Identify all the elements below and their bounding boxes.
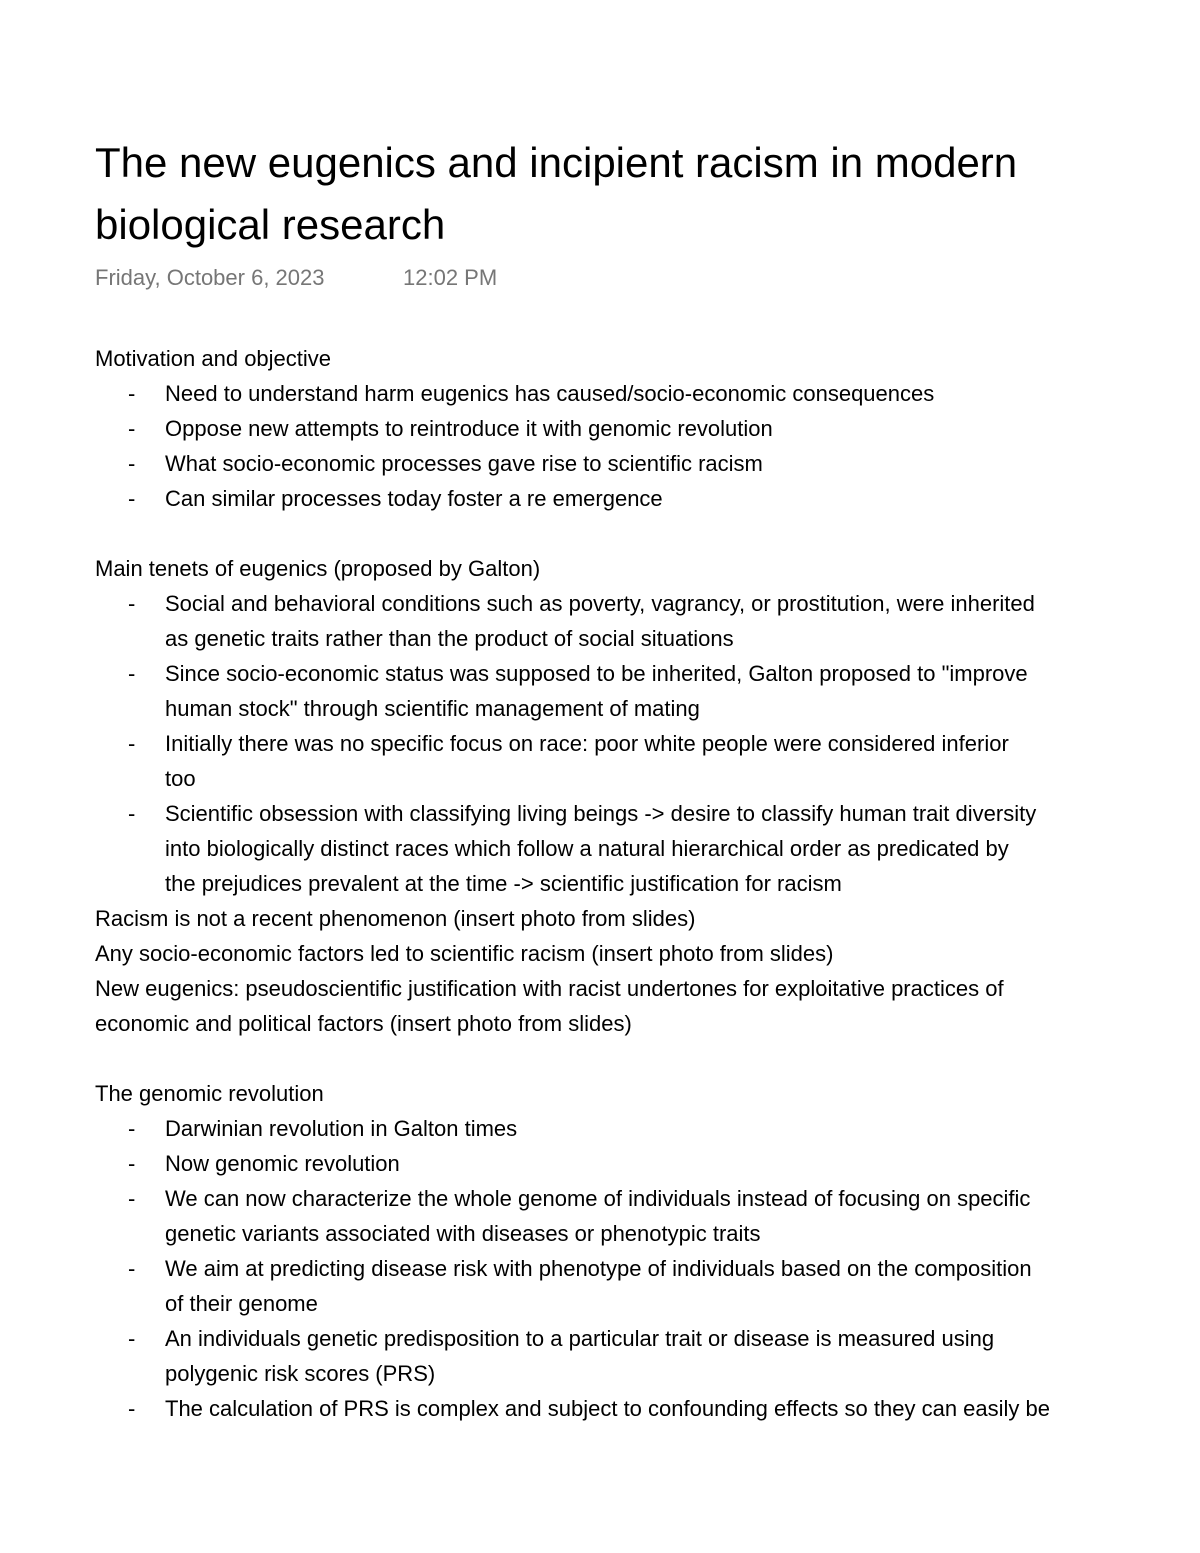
list-item-text: genetic variants associated with diseases or phenotypic traits: [165, 1221, 761, 1246]
list-item: [95, 726, 1200, 796]
bullet-dash: -: [128, 486, 136, 511]
bullet-dash: -: [128, 1256, 136, 1281]
list-item-text: too: [165, 766, 196, 791]
list-item: [95, 656, 1200, 726]
list-item-text: polygenic risk scores (PRS): [165, 1361, 436, 1386]
bullet-dash: -: [128, 801, 136, 826]
note-line: New eugenics: pseudoscientific justification with racist undertones for exploitative practices of: [95, 976, 1004, 1001]
list-item-text: Darwinian revolution in Galton times: [165, 1116, 518, 1141]
list-item: [95, 796, 1200, 901]
list-item-text: of their genome: [165, 1291, 318, 1316]
list-item-text: Initially there was no specific focus on race: poor white people were considered inferior: [165, 731, 1009, 756]
note-date: Friday, October 6, 2023: [95, 265, 325, 290]
list-item-text: We can now characterize the whole genome of individuals instead of focusing on specific: [165, 1186, 1031, 1211]
note-line: Any socio-economic factors led to scientific racism (insert photo from slides): [95, 941, 834, 966]
note-timestamp: [95, 263, 498, 293]
note-line: economic and political factors (insert photo from slides): [95, 1011, 632, 1036]
list-item-text: the prejudices prevalent at the time -> scientific justification for racism: [165, 871, 842, 896]
section-heading-tenets: Main tenets of eugenics (proposed by Galton): [95, 556, 541, 581]
list-item: [95, 1146, 1200, 1181]
bullet-dash: -: [128, 1326, 136, 1351]
blank-line: [95, 1041, 1200, 1076]
list-item-text: Need to understand harm eugenics has caused/socio-economic consequences: [165, 381, 935, 406]
page-title: [95, 132, 1175, 256]
list-item-text: Now genomic revolution: [165, 1151, 400, 1176]
bullet-dash: -: [128, 416, 136, 441]
bullet-dash: -: [128, 381, 136, 406]
list-item: [95, 481, 1200, 516]
list-item-text: Oppose new attempts to reintroduce it with genomic revolution: [165, 416, 773, 441]
title-line: The new eugenics and incipient racism in modern: [95, 139, 1018, 186]
bullet-dash: -: [128, 1151, 136, 1176]
list-item: [95, 586, 1200, 656]
bullet-dash: -: [128, 591, 136, 616]
list-item: [95, 411, 1200, 446]
list-item: [95, 446, 1200, 481]
list-item-text: Scientific obsession with classifying living beings -> desire to classify human trait diversity: [165, 801, 1037, 826]
list-item: [95, 1321, 1200, 1391]
bullet-dash: -: [128, 661, 136, 686]
motivation-list: [95, 376, 1200, 516]
list-item: [95, 1391, 1200, 1426]
list-item-text: What socio-economic processes gave rise to scientific racism: [165, 451, 763, 476]
bullet-dash: -: [128, 1186, 136, 1211]
list-item-text: Social and behavioral conditions such as poverty, vagrancy, or prostitution, were inherited: [165, 591, 1035, 616]
genomic-list: [95, 1111, 1200, 1426]
tenets-list: [95, 586, 1200, 901]
section-heading-genomic: The genomic revolution: [95, 1081, 324, 1106]
title-line: biological research: [95, 201, 446, 248]
list-item-text: as genetic traits rather than the product of social situations: [165, 626, 734, 651]
list-item-text: We aim at predicting disease risk with phenotype of individuals based on the composition: [165, 1256, 1032, 1281]
bullet-dash: -: [128, 731, 136, 756]
list-item-text: Since socio-economic status was supposed to be inherited, Galton proposed to "improve: [165, 661, 1028, 686]
blank-line: [95, 516, 1200, 551]
bullet-dash: -: [128, 1396, 136, 1421]
list-item-text: into biologically distinct races which follow a natural hierarchical order as predicated by: [165, 836, 1009, 861]
list-item: [95, 376, 1200, 411]
list-item-text: The calculation of PRS is complex and subject to confounding effects so they can easily be: [165, 1396, 1050, 1421]
bullet-dash: -: [128, 451, 136, 476]
note-body: [95, 341, 1200, 1426]
note-time: 12:02 PM: [403, 265, 498, 290]
list-item: [95, 1111, 1200, 1146]
bullet-dash: -: [128, 1116, 136, 1141]
list-item-text: Can similar processes today foster a re emergence: [165, 486, 663, 511]
list-item: [95, 1181, 1200, 1251]
list-item-text: An individuals genetic predisposition to a particular trait or disease is measured using: [165, 1326, 995, 1351]
list-item: [95, 1251, 1200, 1321]
section-heading-motivation: Motivation and objective: [95, 346, 332, 371]
list-item-text: human stock" through scientific management of mating: [165, 696, 700, 721]
note-line: Racism is not a recent phenomenon (insert photo from slides): [95, 906, 696, 931]
